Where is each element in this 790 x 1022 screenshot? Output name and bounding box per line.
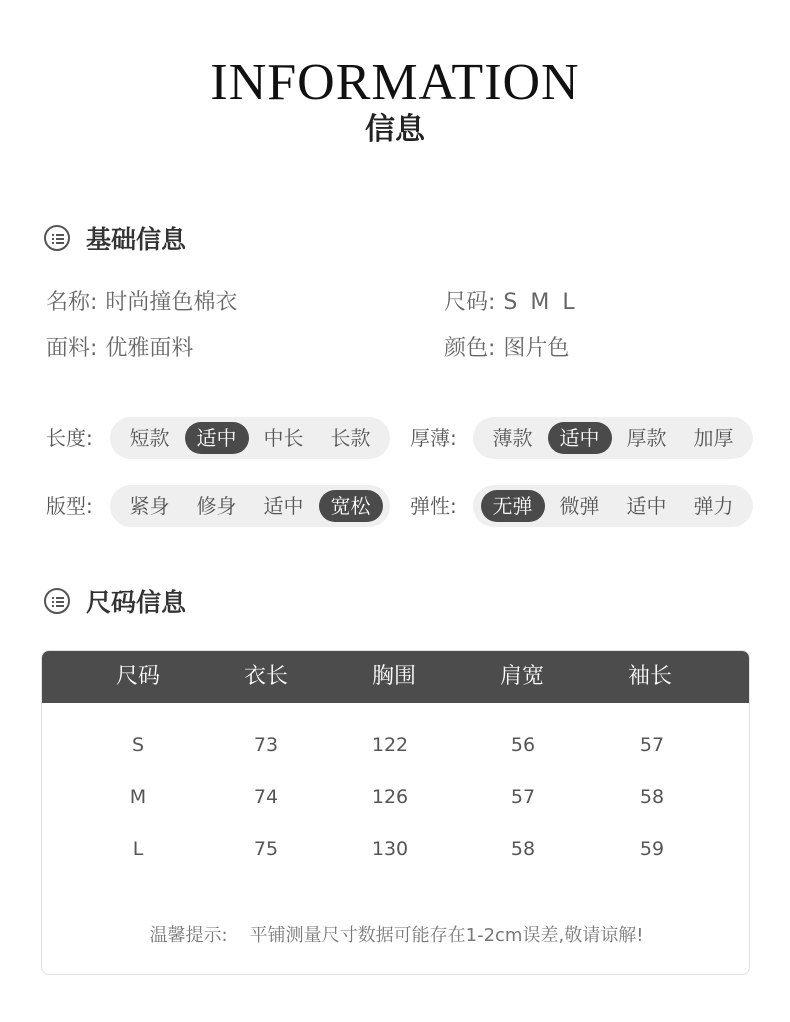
table-cell: 122: [371, 734, 409, 756]
length-option: 中长: [263, 426, 304, 450]
thickness-selector: [473, 417, 753, 459]
table-cell: 57: [639, 734, 665, 756]
table-row: [42, 725, 750, 765]
elasticity-option: 弹力: [693, 494, 734, 518]
table-header: [42, 651, 749, 703]
elasticity-option-selected: 无弹: [481, 490, 545, 522]
elasticity-selector: [473, 485, 753, 527]
page-title-english: INFORMATION: [210, 54, 580, 111]
table-cell: 56: [510, 734, 536, 756]
thickness-option: 薄款: [492, 426, 533, 450]
table-cell: 130: [371, 838, 409, 860]
column-header: 袖长: [627, 664, 673, 689]
table-cell: 58: [510, 838, 536, 860]
list-icon: [44, 588, 70, 614]
color-label: 颜色:: [444, 336, 496, 361]
fabric-value: 优雅面料: [105, 336, 194, 361]
table-cell: L: [132, 838, 144, 860]
table-cell: 57: [510, 786, 536, 808]
column-header: 肩宽: [499, 664, 545, 689]
table-cell: 75: [253, 838, 279, 860]
fit-selector: [110, 485, 390, 527]
table-cell: M: [129, 786, 147, 808]
measurement-note: [42, 921, 750, 947]
fit-label: 版型:: [46, 494, 93, 518]
size-info-header: [44, 583, 186, 619]
size-value: S M L: [503, 290, 578, 315]
page-title-chinese: 信息: [365, 112, 425, 147]
name-value: 时尚撞色棉衣: [105, 290, 238, 315]
length-option: 短款: [129, 426, 170, 450]
fit-option: 紧身: [129, 494, 170, 518]
note-label: 温馨提示:: [149, 925, 228, 946]
color-value: 图片色: [503, 336, 570, 361]
thickness-option: 加厚: [693, 426, 734, 450]
column-header: 衣长: [243, 664, 289, 689]
table-row: [42, 829, 750, 869]
name-field: [46, 288, 237, 318]
size-info-title: 尺码信息: [86, 588, 187, 617]
length-selector: [110, 417, 390, 459]
table-cell: 58: [639, 786, 665, 808]
basic-info-title: 基础信息: [86, 225, 187, 254]
size-table: [41, 650, 750, 975]
basic-info-header: [44, 220, 186, 256]
length-label: 长度:: [46, 426, 93, 450]
fabric-label: 面料:: [46, 336, 98, 361]
note-text: 平铺测量尺寸数据可能存在1-2cm误差,敬请谅解!: [249, 925, 644, 946]
table-cell: 59: [639, 838, 665, 860]
thickness-label: 厚薄:: [410, 426, 457, 450]
table-cell: S: [131, 734, 145, 756]
column-header: 胸围: [371, 664, 417, 689]
elasticity-option: 适中: [626, 494, 667, 518]
size-field: [444, 288, 578, 318]
table-cell: 73: [253, 734, 279, 756]
fit-option: 修身: [196, 494, 237, 518]
table-cell: 74: [253, 786, 279, 808]
length-option-selected: 适中: [185, 422, 249, 454]
elasticity-option: 微弹: [559, 494, 600, 518]
name-label: 名称:: [46, 290, 98, 315]
color-field: [444, 334, 569, 364]
thickness-option-selected: 适中: [548, 422, 612, 454]
size-label: 尺码:: [444, 290, 496, 315]
column-header: 尺码: [115, 664, 161, 689]
fit-option-selected: 宽松: [319, 490, 383, 522]
table-cell: 126: [371, 786, 409, 808]
list-icon: [44, 225, 70, 251]
thickness-option: 厚款: [626, 426, 667, 450]
elasticity-label: 弹性:: [410, 494, 457, 518]
fabric-field: [46, 334, 193, 364]
table-row: [42, 777, 750, 817]
length-option: 长款: [330, 426, 371, 450]
fit-option: 适中: [263, 494, 304, 518]
